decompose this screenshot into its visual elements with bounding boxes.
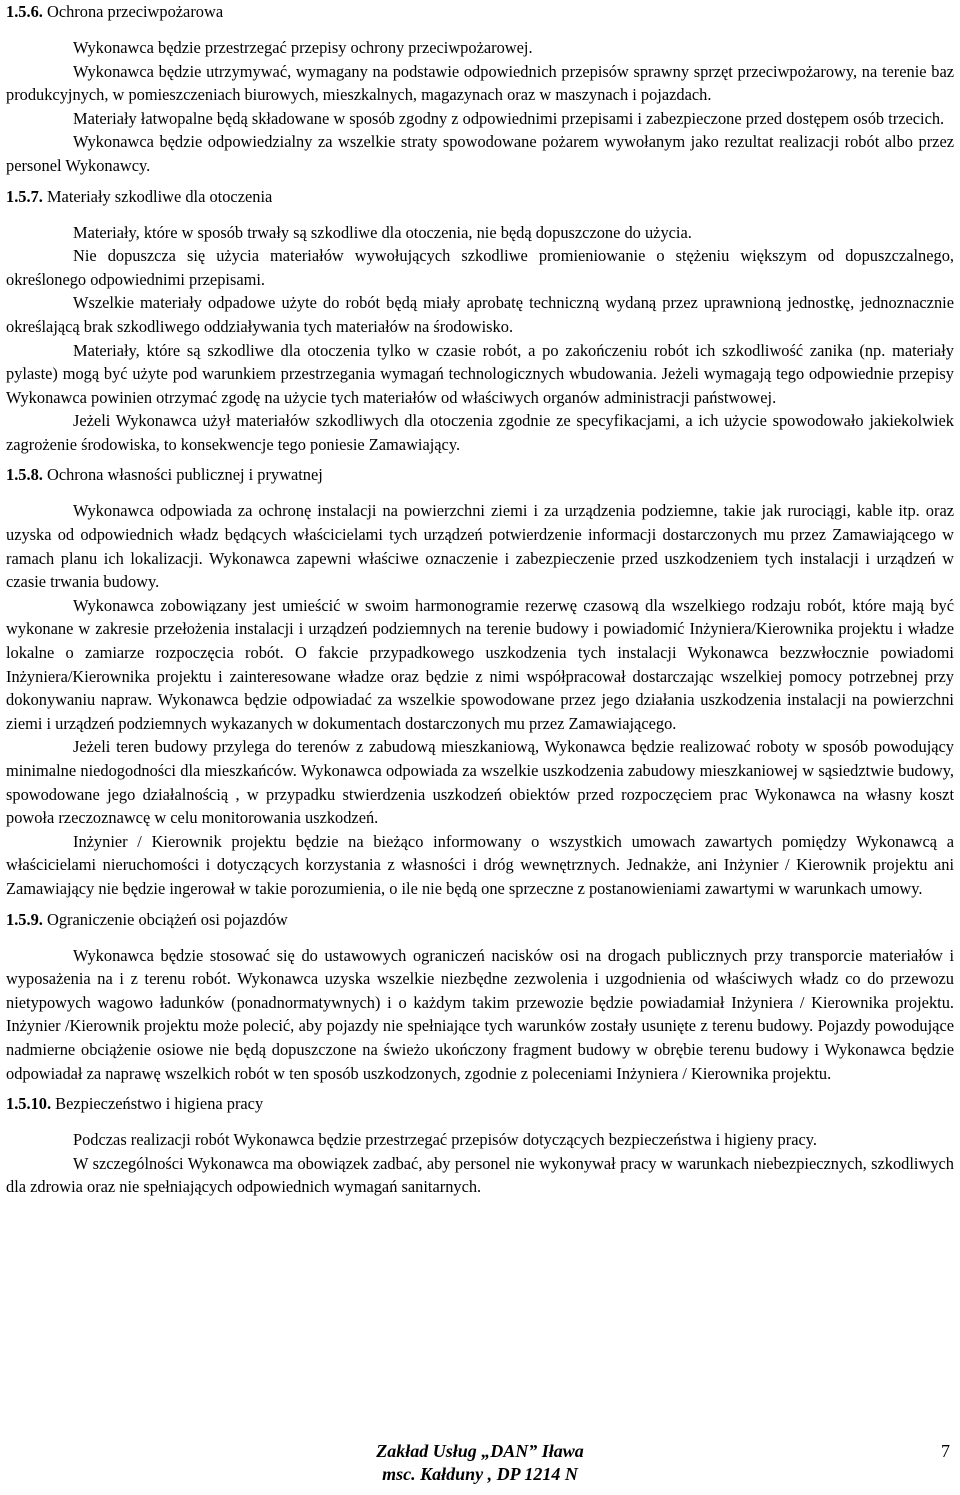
section-heading-1-5-10 xyxy=(6,1092,954,1116)
paragraph: Wykonawca będzie odpowiedzialny za wszelkie straty spowodowane pożarem wywołanym jako rezultat realizacji robót albo przez personel Wykonawcy. xyxy=(6,132,954,175)
section-heading-1-5-6 xyxy=(6,0,954,24)
paragraph: W szczególności Wykonawca ma obowiązek zadbać, aby personel nie wykonywał pracy w warunkach niebezpiecznych, szkodliwych dla zdrowia oraz nie spełniających odpowiednich wymagań sanitarnych. xyxy=(6,1153,954,1197)
paragraph: Wykonawca odpowiada za ochronę instalacji na powierzchni ziemi i za urządzenia podziemne, takie jak rurociągi, kable itp. oraz uzyska od odpowiednich władz będących właścicielami tych urządzeń potwierdzenie informacji dostarczonych mu przez Zamawiającego w ramach planu ich lokalizacji. Wykonawca zapewni właściwe oznaczenie i zabezpieczenie przed uszkodzeniem tych instalacji i urządzeń w czasie trwania budowy. xyxy=(6,501,954,592)
document-page xyxy=(6,0,954,1199)
section-title: Materiały szkodliwe dla otoczenia xyxy=(42,186,273,206)
paragraph: Materiały łatwopalne będą składowane w sposób zgodny z odpowiednimi przepisami i zabezpieczone przed dostępem osób trzecich. xyxy=(73,108,945,128)
paragraph: Wykonawca zobowiązany jest umieścić w swoim harmonogramie rezerwę czasową dla wszelkiego rodzaju robót, które mają być wykonane w zakresie przełożenia instalacji i urządzeń podziemnych na terenie budowy i powiadomić Inżyniera/Kierownika projektu i władze lokalne o zamiarze rozpoczęcia robót. O fakcie przypadkowego uszkodzenia tych instalacji Wykonawca bezzwłocznie powiadomi Inżyniera/Kierownika projektu i zainteresowane władze oraz będzie z nimi współpracował dostarczając wszelkiej pomocy potrzebnej przy dokonywaniu napraw. Wykonawca będzie odpowiadać za wszelkie spowodowane przez jego działania uszkodzenia instalacji na powierzchni ziemi i urządzeń podziemnych wykazanych w dokumentach dostarczonych mu przez Zamawiającego. xyxy=(6,595,954,733)
section-title: Ochrona przeciwpożarowa xyxy=(42,2,224,21)
footer-company xyxy=(0,1440,960,1486)
section-title: Ochrona własności publicznej i prywatnej xyxy=(42,465,323,485)
page-footer xyxy=(0,1440,960,1490)
section-number: 1.5.9. xyxy=(6,909,43,929)
paragraph: Materiały, które w sposób trwały są szkodliwe dla otoczenia, nie będą dopuszczone do użycia. xyxy=(73,222,692,242)
paragraph: Wykonawca będzie stosować się do ustawowych ograniczeń nacisków osi na drogach publicznych przy transporcie materiałów i wyposażenia na i z terenu robót. Wykonawca uzyska wszelkie niezbędne zezwolenia i uzgodnienia od właściwych władz co do przewozu nietypowych wagowo ładunków (ponadnormatywnych) i o każdym takim przewozie będzie powiadamiał Inżyniera / Kierownika projektu. Inżynier /Kierownik projektu może polecić, aby pojazdy nie spełniające tych warunków zostały usunięte z terenu budowy. Pojazdy powodujące nadmierne obciążenie osiowe nie będą dopuszczone na świeżo ukończony fragment budowy w obrębie terenu budowy i Wykonawca będzie odpowiadał za naprawę wszelkich robót w ten sposób uszkodzonych, zgodnie z poleceniami Inżyniera / Kierownika projektu. xyxy=(6,945,954,1083)
section-number: 1.5.7. xyxy=(6,186,43,206)
section-heading-1-5-8 xyxy=(6,463,954,487)
section-number: 1.5.6. xyxy=(6,2,43,21)
section-number: 1.5.10. xyxy=(6,1094,52,1114)
paragraph: Materiały, które są szkodliwe dla otoczenia tylko w czasie robót, a po zakończeniu robót ich szkodliwość zanika (np. materiały pylaste) mogą być użyte pod warunkiem przestrzegania wymagań technologicznych wbudowania. Jeżeli wymagają tego odpowiednie przepisy Wykonawca powinien otrzymać zgodę na użycie tych materiałów od właściwych organów administracji państwowej. xyxy=(6,340,954,407)
paragraph: Wszelkie materiały odpadowe użyte do robót będą miały aprobatę techniczną wydaną przez uprawnioną jednostkę, jednoznacznie określającą brak szkodliwego oddziaływania tych materiałów na środowisko. xyxy=(6,293,954,336)
paragraph: Podczas realizacji robót Wykonawca będzie przestrzegać przepisów dotyczących bezpieczeństwa i higieny pracy. xyxy=(73,1130,817,1150)
paragraph: Inżynier / Kierownik projektu będzie na bieżąco informowany o wszystkich umowach zawartych pomiędzy Wykonawcą a właścicielami nieruchomości i dotyczących korzystania z własności i dróg wewnętrznych. Jednakże, ani Inżynier / Kierownik projektu ani Zamawiający nie będzie ingerował w takie porozumienia, o ile nie będą one sprzeczne z postanowieniami zawartymi w warunkach umowy. xyxy=(6,831,954,898)
paragraph: Nie dopuszcza się użycia materiałów wywołujących szkodliwe promieniowanie o stężeniu większym od dopuszczalnego, określonego odpowiednimi przepisami. xyxy=(6,246,954,289)
section-number: 1.5.8. xyxy=(6,465,43,485)
page-number: 7 xyxy=(941,1441,950,1461)
section-title: Bezpieczeństwo i higiena pracy xyxy=(51,1094,264,1114)
paragraph: Wykonawca będzie utrzymywać, wymagany na podstawie odpowiednich przepisów sprawny sprzęt przeciwpożarowy, na terenie baz produkcyjnych, w pomieszczeniach biurowych, mieszkalnych, magazynach oraz w maszynach i pojazdach. xyxy=(6,61,954,105)
footer-company-address: msc. Kałduny , DP 1214 N xyxy=(382,1464,578,1484)
section-heading-1-5-9 xyxy=(6,908,954,932)
section-heading-1-5-7 xyxy=(6,185,954,209)
section-title: Ograniczenie obciążeń osi pojazdów xyxy=(42,909,288,929)
paragraph: Jeżeli teren budowy przylega do terenów z zabudową mieszkaniową, Wykonawca będzie realizować roboty w sposób powodujący minimalne niedogodności dla mieszkańców. Wykonawca odpowiada za wszelkie uszkodzenia zabudowy mieszkaniowej w sąsiedztwie budowy, spowodowane jego działalnością , w przypadku stwierdzenia uszkodzeń obiektów przed rozpoczęciem prac Wykonawca na własny koszt powoła rzeczoznawcę w celu monitorowania uszkodzeń. xyxy=(6,737,954,828)
footer-company-name: Zakład Usług „DAN” Iława xyxy=(376,1441,584,1461)
paragraph: Wykonawca będzie przestrzegać przepisy ochrony przeciwpożarowej. xyxy=(73,37,533,57)
paragraph: Jeżeli Wykonawca użył materiałów szkodliwych dla otoczenia zgodnie ze specyfikacjami, a ich użycie spowodowało jakiekolwiek zagrożenie środowiska, to konsekwencje tego poniesie Zamawiający. xyxy=(6,411,954,454)
